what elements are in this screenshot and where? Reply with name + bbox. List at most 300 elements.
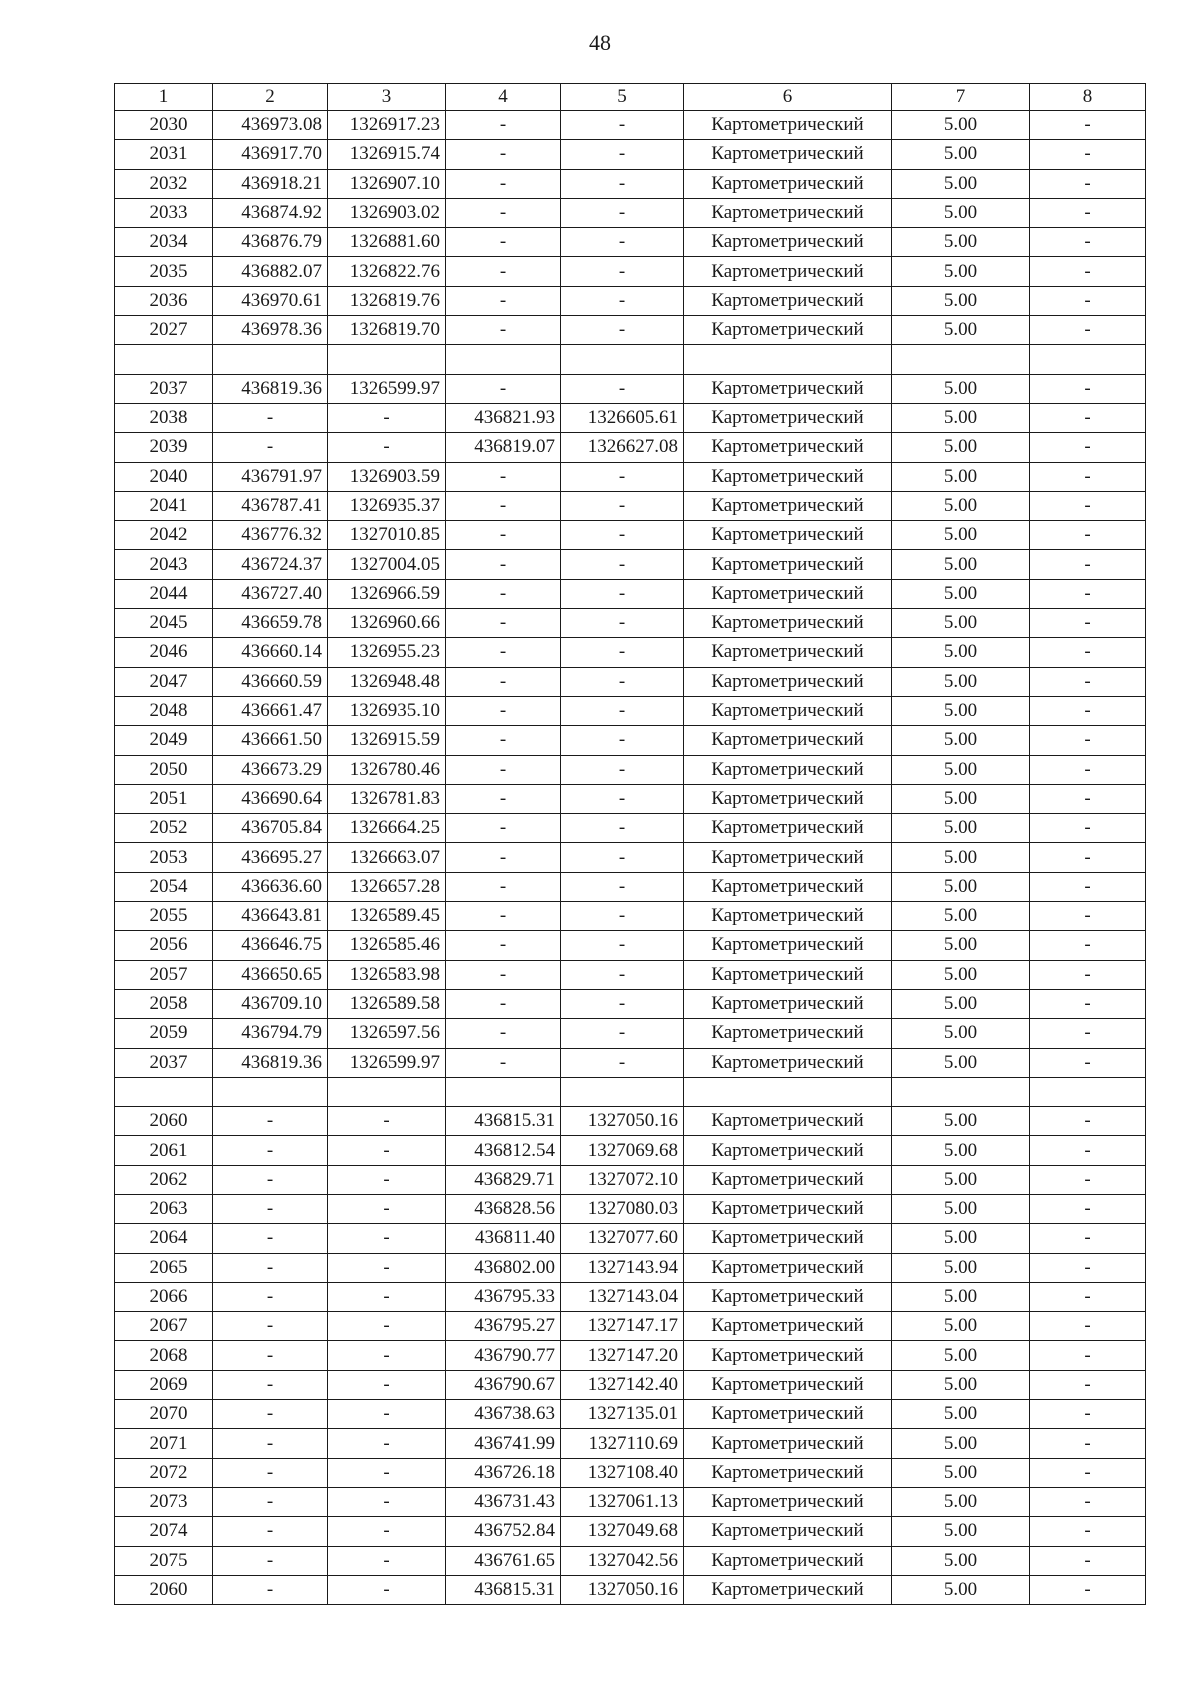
y-coordinate-cell: - (328, 1400, 446, 1429)
method-cell: Картометрический (684, 1194, 892, 1223)
new-x-coordinate-cell: 436752.84 (446, 1517, 561, 1546)
method-cell: Картометрический (684, 784, 892, 813)
table-row (115, 726, 1146, 755)
accuracy-cell: 5.00 (892, 491, 1030, 520)
x-coordinate-cell: - (213, 1312, 328, 1341)
y-coordinate-cell (328, 1077, 446, 1106)
table-row (115, 228, 1146, 257)
x-coordinate-cell: 436794.79 (213, 1019, 328, 1048)
method-cell: Картометрический (684, 1224, 892, 1253)
method-cell: Картометрический (684, 1107, 892, 1136)
new-x-coordinate-cell: 436738.63 (446, 1400, 561, 1429)
method-cell: Картометрический (684, 696, 892, 725)
new-x-coordinate-cell: 436790.67 (446, 1370, 561, 1399)
new-y-coordinate-cell: - (561, 609, 684, 638)
table-row (115, 609, 1146, 638)
table-row (115, 814, 1146, 843)
x-coordinate-cell: 436918.21 (213, 169, 328, 198)
description-cell: - (1030, 1546, 1146, 1575)
accuracy-cell: 5.00 (892, 960, 1030, 989)
description-cell: - (1030, 872, 1146, 901)
method-cell: Картометрический (684, 902, 892, 931)
new-x-coordinate-cell: - (446, 960, 561, 989)
accuracy-cell: 5.00 (892, 228, 1030, 257)
method-cell: Картометрический (684, 843, 892, 872)
x-coordinate-cell: 436709.10 (213, 989, 328, 1018)
y-coordinate-cell: - (328, 1341, 446, 1370)
new-x-coordinate-cell: 436821.93 (446, 403, 561, 432)
new-y-coordinate-cell: - (561, 931, 684, 960)
point-number-cell: 2048 (115, 696, 213, 725)
new-x-coordinate-cell: 436795.27 (446, 1312, 561, 1341)
table-row (115, 1253, 1146, 1282)
new-y-coordinate-cell: - (561, 169, 684, 198)
table-row (115, 257, 1146, 286)
y-coordinate-cell: 1326966.59 (328, 579, 446, 608)
y-coordinate-cell: 1326907.10 (328, 169, 446, 198)
table-row (115, 579, 1146, 608)
new-x-coordinate-cell: 436795.33 (446, 1282, 561, 1311)
table-row (115, 931, 1146, 960)
description-cell: - (1030, 433, 1146, 462)
new-x-coordinate-cell: - (446, 491, 561, 520)
description-cell: - (1030, 902, 1146, 931)
accuracy-cell: 5.00 (892, 843, 1030, 872)
new-x-coordinate-cell: - (446, 902, 561, 931)
new-y-coordinate-cell: - (561, 550, 684, 579)
x-coordinate-cell: - (213, 1370, 328, 1399)
description-cell: - (1030, 1517, 1146, 1546)
x-coordinate-cell: 436776.32 (213, 521, 328, 550)
y-coordinate-cell: 1326955.23 (328, 638, 446, 667)
point-number-cell: 2062 (115, 1165, 213, 1194)
description-cell: - (1030, 960, 1146, 989)
method-cell: Картометрический (684, 403, 892, 432)
x-coordinate-cell: 436646.75 (213, 931, 328, 960)
description-cell: - (1030, 169, 1146, 198)
table-row (115, 960, 1146, 989)
point-number-cell: 2045 (115, 609, 213, 638)
new-y-coordinate-cell: - (561, 638, 684, 667)
new-y-coordinate-cell: 1327080.03 (561, 1194, 684, 1223)
x-coordinate-cell: 436695.27 (213, 843, 328, 872)
x-coordinate-cell: 436690.64 (213, 784, 328, 813)
table-row (115, 403, 1146, 432)
description-cell: - (1030, 1253, 1146, 1282)
new-x-coordinate-cell: - (446, 784, 561, 813)
y-coordinate-cell (328, 345, 446, 374)
method-cell: Картометрический (684, 169, 892, 198)
point-number-cell (115, 345, 213, 374)
y-coordinate-cell: - (328, 1282, 446, 1311)
x-coordinate-cell: - (213, 1341, 328, 1370)
new-y-coordinate-cell: - (561, 989, 684, 1018)
new-y-coordinate-cell: - (561, 1048, 684, 1077)
table-row (115, 286, 1146, 315)
accuracy-cell: 5.00 (892, 140, 1030, 169)
y-coordinate-cell: 1326599.97 (328, 1048, 446, 1077)
new-y-coordinate-cell: - (561, 579, 684, 608)
x-coordinate-cell: 436787.41 (213, 491, 328, 520)
y-coordinate-cell: - (328, 1487, 446, 1516)
description-cell: - (1030, 1194, 1146, 1223)
method-cell: Картометрический (684, 1458, 892, 1487)
accuracy-cell: 5.00 (892, 198, 1030, 227)
description-cell: - (1030, 696, 1146, 725)
new-y-coordinate-cell: - (561, 140, 684, 169)
y-coordinate-cell: 1326819.76 (328, 286, 446, 315)
accuracy-cell: 5.00 (892, 1341, 1030, 1370)
new-x-coordinate-cell: - (446, 169, 561, 198)
method-cell: Картометрический (684, 1370, 892, 1399)
point-number-cell: 2066 (115, 1282, 213, 1311)
table-row (115, 1165, 1146, 1194)
new-y-coordinate-cell: - (561, 462, 684, 491)
table-row (115, 696, 1146, 725)
x-coordinate-cell: 436819.36 (213, 374, 328, 403)
method-cell: Картометрический (684, 521, 892, 550)
accuracy-cell: 5.00 (892, 374, 1030, 403)
accuracy-cell: 5.00 (892, 931, 1030, 960)
x-coordinate-cell: 436874.92 (213, 198, 328, 227)
new-y-coordinate-cell: - (561, 257, 684, 286)
new-y-coordinate-cell: - (561, 111, 684, 140)
new-y-coordinate-cell: - (561, 755, 684, 784)
new-y-coordinate-cell: - (561, 521, 684, 550)
x-coordinate-cell: - (213, 1136, 328, 1165)
accuracy-cell: 5.00 (892, 1048, 1030, 1077)
y-coordinate-cell: - (328, 1194, 446, 1223)
x-coordinate-cell: 436882.07 (213, 257, 328, 286)
table-row (115, 1429, 1146, 1458)
method-cell: Картометрический (684, 1400, 892, 1429)
x-coordinate-cell: 436636.60 (213, 872, 328, 901)
new-y-coordinate-cell: - (561, 843, 684, 872)
new-y-coordinate-cell: 1327108.40 (561, 1458, 684, 1487)
table-row (115, 902, 1146, 931)
method-cell: Картометрический (684, 755, 892, 784)
new-y-coordinate-cell: - (561, 814, 684, 843)
new-x-coordinate-cell: 436802.00 (446, 1253, 561, 1282)
table-row (115, 111, 1146, 140)
x-coordinate-cell: - (213, 433, 328, 462)
new-y-coordinate-cell: - (561, 491, 684, 520)
description-cell: - (1030, 784, 1146, 813)
x-coordinate-cell: 436705.84 (213, 814, 328, 843)
description-cell: - (1030, 726, 1146, 755)
accuracy-cell: 5.00 (892, 462, 1030, 491)
point-number-cell: 2075 (115, 1546, 213, 1575)
description-cell: - (1030, 1312, 1146, 1341)
y-coordinate-cell: - (328, 1546, 446, 1575)
point-number-cell: 2051 (115, 784, 213, 813)
y-coordinate-cell: 1327010.85 (328, 521, 446, 550)
new-y-coordinate-cell: 1327110.69 (561, 1429, 684, 1458)
new-x-coordinate-cell: - (446, 755, 561, 784)
new-x-coordinate-cell: 436815.31 (446, 1107, 561, 1136)
new-y-coordinate-cell: - (561, 667, 684, 696)
accuracy-cell: 5.00 (892, 257, 1030, 286)
new-y-coordinate-cell: - (561, 198, 684, 227)
table-row (115, 638, 1146, 667)
description-cell: - (1030, 491, 1146, 520)
table-row (115, 140, 1146, 169)
column-header: 5 (561, 84, 684, 111)
method-cell: Картометрический (684, 433, 892, 462)
new-x-coordinate-cell: - (446, 228, 561, 257)
accuracy-cell: 5.00 (892, 403, 1030, 432)
point-number-cell: 2042 (115, 521, 213, 550)
accuracy-cell: 5.00 (892, 1458, 1030, 1487)
new-x-coordinate-cell: - (446, 462, 561, 491)
method-cell: Картометрический (684, 1341, 892, 1370)
point-number-cell: 2060 (115, 1107, 213, 1136)
x-coordinate-cell: 436643.81 (213, 902, 328, 931)
new-x-coordinate-cell: 436812.54 (446, 1136, 561, 1165)
accuracy-cell: 5.00 (892, 1224, 1030, 1253)
table-row (115, 198, 1146, 227)
new-y-coordinate-cell: 1327077.60 (561, 1224, 684, 1253)
x-coordinate-cell: 436819.36 (213, 1048, 328, 1077)
table-row (115, 521, 1146, 550)
point-number-cell: 2054 (115, 872, 213, 901)
new-x-coordinate-cell: - (446, 579, 561, 608)
point-number-cell: 2074 (115, 1517, 213, 1546)
column-header: 1 (115, 84, 213, 111)
table-row (115, 1341, 1146, 1370)
x-coordinate-cell: - (213, 1282, 328, 1311)
point-number-cell: 2036 (115, 286, 213, 315)
new-y-coordinate-cell (561, 1077, 684, 1106)
x-coordinate-cell: - (213, 1224, 328, 1253)
method-cell: Картометрический (684, 550, 892, 579)
new-y-coordinate-cell: - (561, 784, 684, 813)
new-y-coordinate-cell: 1327143.94 (561, 1253, 684, 1282)
description-cell: - (1030, 1019, 1146, 1048)
description-cell: - (1030, 609, 1146, 638)
new-x-coordinate-cell: - (446, 1048, 561, 1077)
x-coordinate-cell: 436724.37 (213, 550, 328, 579)
description-cell: - (1030, 1400, 1146, 1429)
x-coordinate-cell: - (213, 1194, 328, 1223)
new-x-coordinate-cell: - (446, 609, 561, 638)
accuracy-cell: 5.00 (892, 1370, 1030, 1399)
x-coordinate-cell: 436660.59 (213, 667, 328, 696)
new-x-coordinate-cell: - (446, 814, 561, 843)
new-y-coordinate-cell: 1326605.61 (561, 403, 684, 432)
new-y-coordinate-cell: 1326627.08 (561, 433, 684, 462)
new-x-coordinate-cell (446, 345, 561, 374)
point-number-cell: 2073 (115, 1487, 213, 1516)
point-number-cell: 2047 (115, 667, 213, 696)
x-coordinate-cell: 436973.08 (213, 111, 328, 140)
x-coordinate-cell: - (213, 1458, 328, 1487)
y-coordinate-cell: 1326663.07 (328, 843, 446, 872)
method-cell (684, 345, 892, 374)
y-coordinate-cell: 1326583.98 (328, 960, 446, 989)
description-cell: - (1030, 1224, 1146, 1253)
table-row (115, 1400, 1146, 1429)
point-number-cell: 2032 (115, 169, 213, 198)
description-cell: - (1030, 1575, 1146, 1604)
y-coordinate-cell: - (328, 1429, 446, 1458)
new-y-coordinate-cell: 1327147.20 (561, 1341, 684, 1370)
new-x-coordinate-cell: - (446, 843, 561, 872)
y-coordinate-cell: 1326915.74 (328, 140, 446, 169)
point-number-cell: 2053 (115, 843, 213, 872)
y-coordinate-cell: 1326960.66 (328, 609, 446, 638)
table-row (115, 1048, 1146, 1077)
point-number-cell: 2071 (115, 1429, 213, 1458)
accuracy-cell: 5.00 (892, 814, 1030, 843)
y-coordinate-cell: 1326903.02 (328, 198, 446, 227)
table-row (115, 843, 1146, 872)
table-row (115, 1194, 1146, 1223)
point-number-cell: 2069 (115, 1370, 213, 1399)
column-header: 7 (892, 84, 1030, 111)
new-y-coordinate-cell: 1327072.10 (561, 1165, 684, 1194)
accuracy-cell: 5.00 (892, 784, 1030, 813)
method-cell: Картометрический (684, 1429, 892, 1458)
description-cell (1030, 345, 1146, 374)
point-number-cell: 2043 (115, 550, 213, 579)
y-coordinate-cell: 1327004.05 (328, 550, 446, 579)
y-coordinate-cell: - (328, 1165, 446, 1194)
table-row (115, 784, 1146, 813)
table-row (115, 989, 1146, 1018)
new-y-coordinate-cell: - (561, 316, 684, 345)
table-row (115, 1370, 1146, 1399)
y-coordinate-cell: 1326599.97 (328, 374, 446, 403)
description-cell: - (1030, 111, 1146, 140)
method-cell (684, 1077, 892, 1106)
new-x-coordinate-cell: - (446, 521, 561, 550)
x-coordinate-cell: - (213, 1546, 328, 1575)
new-x-coordinate-cell: 436811.40 (446, 1224, 561, 1253)
new-x-coordinate-cell: - (446, 726, 561, 755)
new-y-coordinate-cell: - (561, 696, 684, 725)
description-cell: - (1030, 1487, 1146, 1516)
method-cell: Картометрический (684, 638, 892, 667)
accuracy-cell: 5.00 (892, 1575, 1030, 1604)
method-cell: Картометрический (684, 872, 892, 901)
new-x-coordinate-cell: - (446, 872, 561, 901)
page-number: 48 (589, 30, 611, 55)
x-coordinate-cell (213, 345, 328, 374)
description-cell: - (1030, 374, 1146, 403)
new-y-coordinate-cell: - (561, 374, 684, 403)
table-row (115, 1546, 1146, 1575)
description-cell: - (1030, 667, 1146, 696)
description-cell: - (1030, 257, 1146, 286)
accuracy-cell: 5.00 (892, 667, 1030, 696)
table-row (115, 433, 1146, 462)
accuracy-cell: 5.00 (892, 1487, 1030, 1516)
description-cell: - (1030, 814, 1146, 843)
x-coordinate-cell (213, 1077, 328, 1106)
new-x-coordinate-cell: - (446, 638, 561, 667)
point-number-cell: 2034 (115, 228, 213, 257)
accuracy-cell: 5.00 (892, 521, 1030, 550)
table-row (115, 462, 1146, 491)
new-x-coordinate-cell: - (446, 286, 561, 315)
point-number-cell: 2027 (115, 316, 213, 345)
point-number-cell: 2031 (115, 140, 213, 169)
x-coordinate-cell: 436970.61 (213, 286, 328, 315)
point-number-cell: 2050 (115, 755, 213, 784)
point-number-cell: 2033 (115, 198, 213, 227)
table-row (115, 1077, 1146, 1106)
y-coordinate-cell: 1326917.23 (328, 111, 446, 140)
y-coordinate-cell: - (328, 1370, 446, 1399)
method-cell: Картометрический (684, 726, 892, 755)
accuracy-cell: 5.00 (892, 286, 1030, 315)
table-row (115, 1282, 1146, 1311)
x-coordinate-cell: - (213, 1400, 328, 1429)
point-number-cell: 2052 (115, 814, 213, 843)
description-cell: - (1030, 1370, 1146, 1399)
accuracy-cell: 5.00 (892, 316, 1030, 345)
description-cell: - (1030, 198, 1146, 227)
new-x-coordinate-cell (446, 1077, 561, 1106)
new-x-coordinate-cell: 436829.71 (446, 1165, 561, 1194)
accuracy-cell: 5.00 (892, 726, 1030, 755)
point-number-cell: 2039 (115, 433, 213, 462)
table-row (115, 550, 1146, 579)
method-cell: Картометрический (684, 316, 892, 345)
accuracy-cell: 5.00 (892, 550, 1030, 579)
description-cell: - (1030, 843, 1146, 872)
accuracy-cell: 5.00 (892, 579, 1030, 608)
table-row (115, 1458, 1146, 1487)
description-cell: - (1030, 1048, 1146, 1077)
new-x-coordinate-cell: 436828.56 (446, 1194, 561, 1223)
method-cell: Картометрический (684, 814, 892, 843)
x-coordinate-cell: - (213, 1487, 328, 1516)
table-row (115, 1487, 1146, 1516)
table-row (115, 374, 1146, 403)
accuracy-cell: 5.00 (892, 1136, 1030, 1165)
y-coordinate-cell: 1326585.46 (328, 931, 446, 960)
new-x-coordinate-cell: 436726.18 (446, 1458, 561, 1487)
method-cell: Картометрический (684, 1165, 892, 1194)
new-x-coordinate-cell: - (446, 931, 561, 960)
table-row (115, 1224, 1146, 1253)
accuracy-cell: 5.00 (892, 989, 1030, 1018)
method-cell: Картометрический (684, 1312, 892, 1341)
point-number-cell: 2061 (115, 1136, 213, 1165)
point-number-cell: 2063 (115, 1194, 213, 1223)
new-y-coordinate-cell: 1327147.17 (561, 1312, 684, 1341)
new-x-coordinate-cell: - (446, 696, 561, 725)
description-cell: - (1030, 550, 1146, 579)
accuracy-cell: 5.00 (892, 1400, 1030, 1429)
new-x-coordinate-cell: - (446, 316, 561, 345)
y-coordinate-cell: - (328, 1224, 446, 1253)
new-x-coordinate-cell: 436761.65 (446, 1546, 561, 1575)
accuracy-cell: 5.00 (892, 755, 1030, 784)
new-y-coordinate-cell: 1327049.68 (561, 1517, 684, 1546)
new-y-coordinate-cell: - (561, 902, 684, 931)
new-y-coordinate-cell: 1327050.16 (561, 1575, 684, 1604)
new-x-coordinate-cell: - (446, 140, 561, 169)
y-coordinate-cell: 1326822.76 (328, 257, 446, 286)
point-number-cell: 2040 (115, 462, 213, 491)
method-cell: Картометрический (684, 1253, 892, 1282)
accuracy-cell: 5.00 (892, 1194, 1030, 1223)
point-number-cell: 2059 (115, 1019, 213, 1048)
method-cell: Картометрический (684, 1517, 892, 1546)
